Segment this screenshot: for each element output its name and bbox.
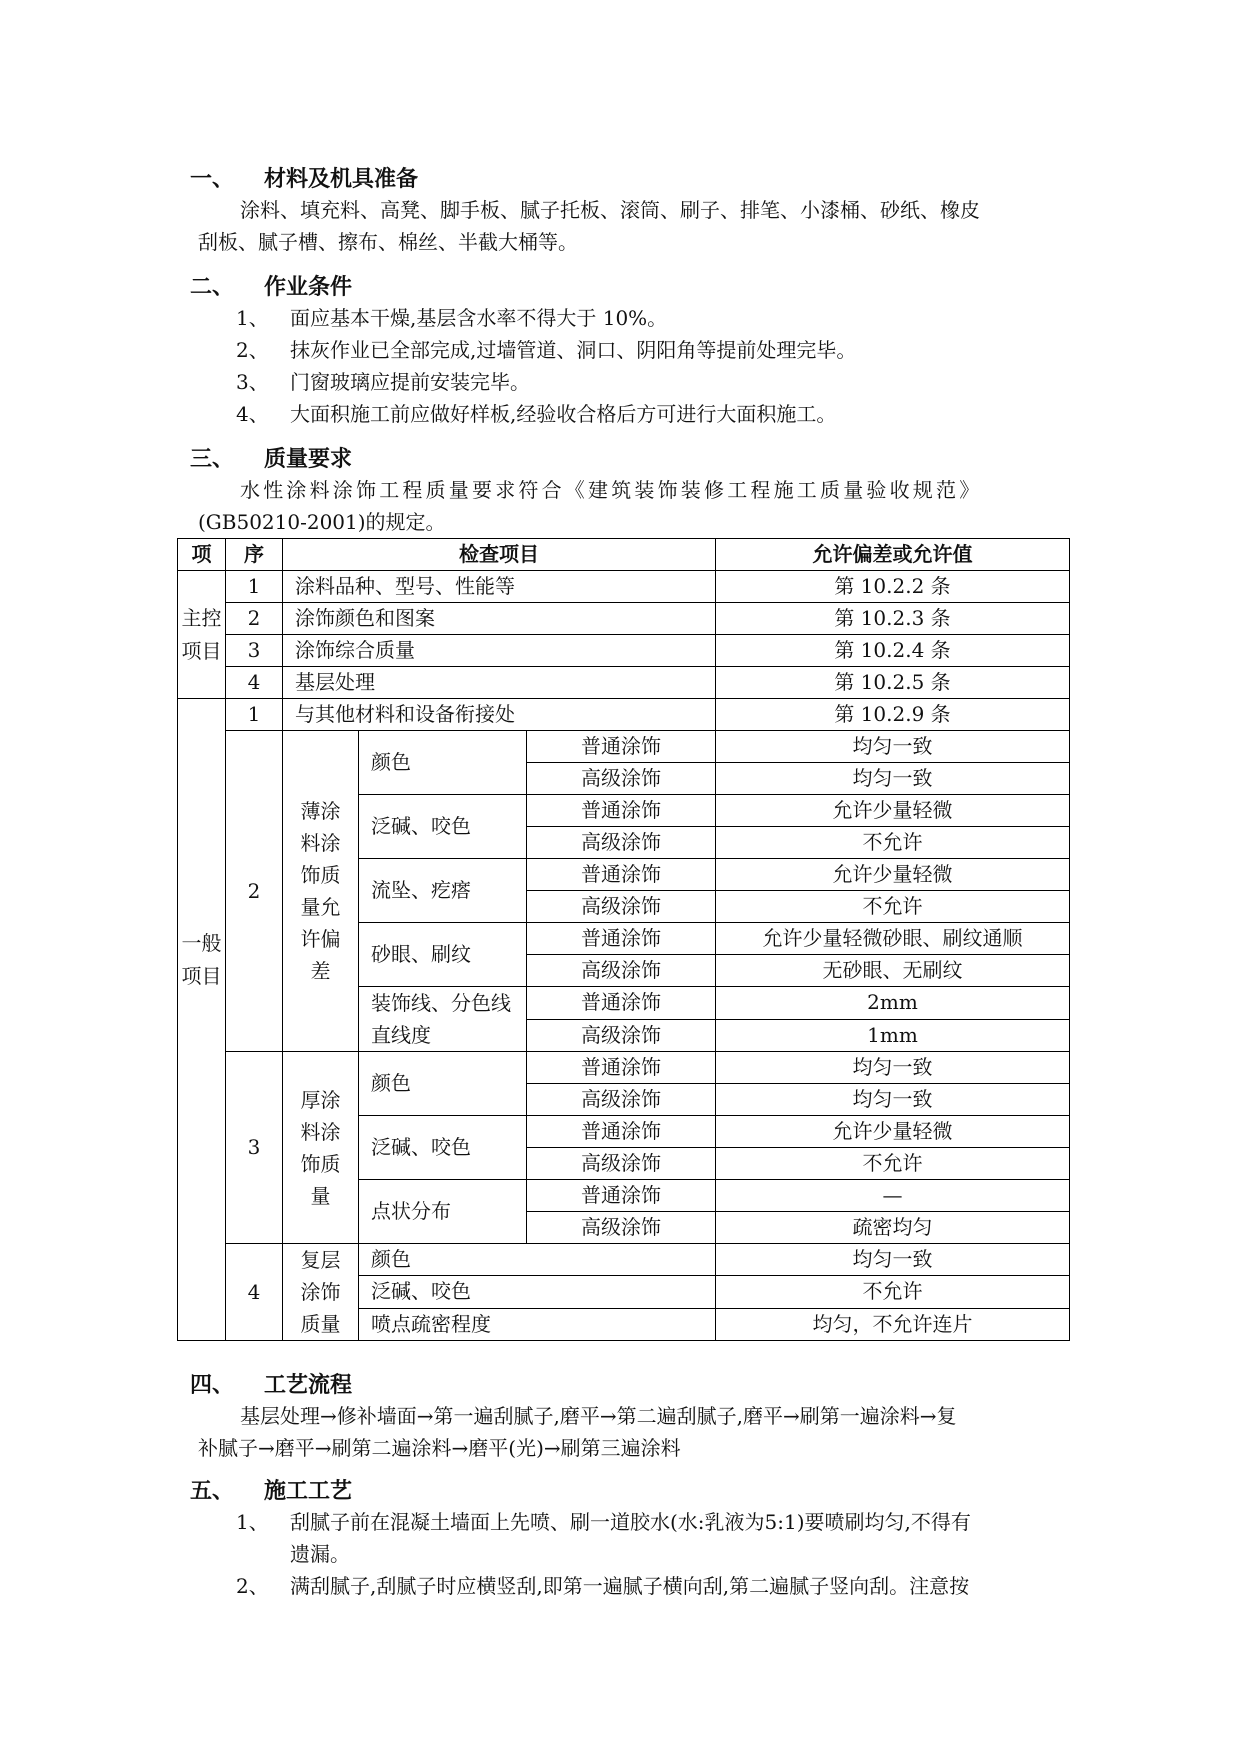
section-3-paragraph-line-1: 水性涂料涂饰工程质量要求符合《建筑装饰装修工程施工质量验收规范》 — [240, 478, 983, 502]
list-number: 3、 — [236, 370, 269, 394]
table-row — [178, 635, 1070, 667]
sub-item: 泛碱、咬色 — [359, 1276, 716, 1308]
sub-item: 颜色 — [359, 731, 527, 795]
section-4-number: 四、 — [190, 1373, 235, 1398]
table-row — [178, 699, 1070, 731]
thick-coating-label: 厚涂料涂饰质量 — [283, 1052, 359, 1244]
check-item: 涂料品种、型号、性能等 — [283, 571, 716, 603]
section-3-title: 质量要求 — [264, 447, 353, 472]
row-number: 3 — [226, 1052, 283, 1244]
table-header-row — [178, 539, 1070, 571]
list-number: 1、 — [236, 1510, 269, 1534]
sub-item: 流坠、疙瘩 — [359, 859, 527, 923]
check-item: 与其他材料和设备衔接处 — [283, 699, 716, 731]
allowed-value: 不允许 — [716, 891, 1070, 923]
grade: 高级涂饰 — [527, 1148, 716, 1180]
sub-item: 点状分布 — [359, 1180, 527, 1244]
section-1-title: 材料及机具准备 — [264, 167, 419, 192]
sub-item: 颜色 — [359, 1052, 527, 1116]
allowed-value: 第 10.2.2 条 — [716, 571, 1070, 603]
grade: 高级涂饰 — [527, 827, 716, 859]
sub-item: 泛碱、咬色 — [359, 795, 527, 859]
grade: 高级涂饰 — [527, 1019, 716, 1052]
thin-coating-label: 薄涂料涂饰质量允许偏差 — [283, 731, 359, 1052]
list-item: 门窗玻璃应提前安装完毕。 — [290, 370, 530, 394]
section-3-paragraph-line-2: (GB50210-2001)的规定。 — [198, 510, 446, 534]
table-row — [178, 571, 1070, 603]
grade: 高级涂饰 — [527, 763, 716, 795]
list-number: 2、 — [236, 338, 269, 362]
row-number: 3 — [226, 635, 283, 667]
multilayer-coating-label: 复层涂饰质量 — [283, 1244, 359, 1341]
section-2-title: 作业条件 — [264, 275, 353, 300]
table-row — [178, 1244, 1070, 1276]
sub-item: 喷点疏密程度 — [359, 1308, 716, 1340]
allowed-value: 均匀一致 — [716, 1052, 1070, 1084]
allowed-value: 第 10.2.3 条 — [716, 603, 1070, 635]
section-2-number: 二、 — [190, 275, 235, 300]
list-item-line-1: 满刮腻子,刮腻子时应横竖刮,即第一遍腻子横向刮,第二遍腻子竖向刮。注意按 — [290, 1574, 970, 1598]
allowed-value: 不允许 — [716, 827, 1070, 859]
section-5-number: 五、 — [190, 1479, 235, 1504]
list-number: 2、 — [236, 1574, 269, 1598]
grade: 高级涂饰 — [527, 1084, 716, 1116]
section-5-title: 施工工艺 — [264, 1479, 353, 1504]
allowed-value: — — [716, 1180, 1070, 1212]
check-item: 涂饰颜色和图案 — [283, 603, 716, 635]
row-number: 4 — [226, 667, 283, 699]
list-number: 4、 — [236, 402, 269, 426]
table-row — [178, 667, 1070, 699]
allowed-value: 疏密均匀 — [716, 1212, 1070, 1244]
row-number: 2 — [226, 603, 283, 635]
grade: 普通涂饰 — [527, 731, 716, 763]
sub-item: 装饰线、分色线直线度 — [359, 987, 527, 1052]
list-item: 抹灰作业已全部完成,过墙管道、洞口、阴阳角等提前处理完毕。 — [290, 338, 857, 362]
header-check-item: 检查项目 — [283, 539, 716, 571]
sub-item: 泛碱、咬色 — [359, 1116, 527, 1180]
grade: 普通涂饰 — [527, 1116, 716, 1148]
section-1-paragraph-line-2: 刮板、腻子槽、擦布、棉丝、半截大桶等。 — [198, 230, 578, 254]
grade: 普通涂饰 — [527, 923, 716, 955]
table-row — [178, 1052, 1070, 1084]
row-number: 1 — [226, 699, 283, 731]
check-item: 基层处理 — [283, 667, 716, 699]
allowed-value: 均匀一致 — [716, 731, 1070, 763]
allowed-value: 第 10.2.5 条 — [716, 667, 1070, 699]
allowed-value: 第 10.2.4 条 — [716, 635, 1070, 667]
table-row — [178, 603, 1070, 635]
sub-item: 砂眼、刷纹 — [359, 923, 527, 987]
allowed-value: 均匀，不允许连片 — [716, 1308, 1070, 1340]
allowed-value: 1mm — [716, 1019, 1070, 1052]
section-1-number: 一、 — [190, 167, 235, 192]
section-1-paragraph-line-1: 涂料、填充料、高凳、脚手板、腻子托板、滚筒、刷子、排笔、小漆桶、砂纸、橡皮 — [240, 198, 980, 222]
group-main-control: 主控项目 — [178, 571, 226, 699]
allowed-value: 允许少量轻微 — [716, 795, 1070, 827]
allowed-value: 允许少量轻微 — [716, 1116, 1070, 1148]
grade: 高级涂饰 — [527, 1212, 716, 1244]
grade: 普通涂饰 — [527, 1180, 716, 1212]
section-4-title: 工艺流程 — [264, 1373, 353, 1398]
allowed-value: 允许少量轻微砂眼、刷纹通顺 — [716, 923, 1070, 955]
section-4-paragraph-line-2: 补腻子→磨平→刷第二遍涂料→磨平(光)→刷第三遍涂料 — [198, 1436, 681, 1460]
grade: 普通涂饰 — [527, 859, 716, 891]
allowed-value: 2mm — [716, 987, 1070, 1020]
allowed-value: 第 10.2.9 条 — [716, 699, 1070, 731]
list-item-line-2: 遗漏。 — [290, 1542, 350, 1566]
allowed-value: 均匀一致 — [716, 1244, 1070, 1276]
allowed-value: 不允许 — [716, 1148, 1070, 1180]
list-number: 1、 — [236, 306, 269, 330]
list-item-line-1: 刮腻子前在混凝土墙面上先喷、刷一道胶水(水:乳液为5:1)要喷刷均匀,不得有 — [290, 1510, 971, 1534]
row-number: 4 — [226, 1244, 283, 1341]
grade: 高级涂饰 — [527, 891, 716, 923]
header-xiang: 项 — [178, 539, 226, 571]
list-item: 面应基本干燥,基层含水率不得大于 10%。 — [290, 306, 668, 330]
header-xu: 序 — [226, 539, 283, 571]
quality-requirements-table — [177, 538, 1070, 1341]
sub-item: 颜色 — [359, 1244, 716, 1276]
grade: 普通涂饰 — [527, 987, 716, 1020]
table-row — [178, 731, 1070, 763]
row-number: 1 — [226, 571, 283, 603]
grade: 普通涂饰 — [527, 795, 716, 827]
allowed-value: 允许少量轻微 — [716, 859, 1070, 891]
section-4-paragraph-line-1: 基层处理→修补墙面→第一遍刮腻子,磨平→第二遍刮腻子,磨平→刷第一遍涂料→复 — [240, 1404, 957, 1428]
grade: 普通涂饰 — [527, 1052, 716, 1084]
allowed-value: 均匀一致 — [716, 763, 1070, 795]
header-allowed-value: 允许偏差或允许值 — [716, 539, 1070, 571]
check-item: 涂饰综合质量 — [283, 635, 716, 667]
grade: 高级涂饰 — [527, 955, 716, 987]
list-item: 大面积施工前应做好样板,经验收合格后方可进行大面积施工。 — [290, 402, 837, 426]
allowed-value: 无砂眼、无刷纹 — [716, 955, 1070, 987]
allowed-value: 不允许 — [716, 1276, 1070, 1308]
allowed-value: 均匀一致 — [716, 1084, 1070, 1116]
row-number: 2 — [226, 731, 283, 1052]
group-general: 一般项目 — [178, 699, 226, 1341]
section-3-number: 三、 — [190, 447, 235, 472]
